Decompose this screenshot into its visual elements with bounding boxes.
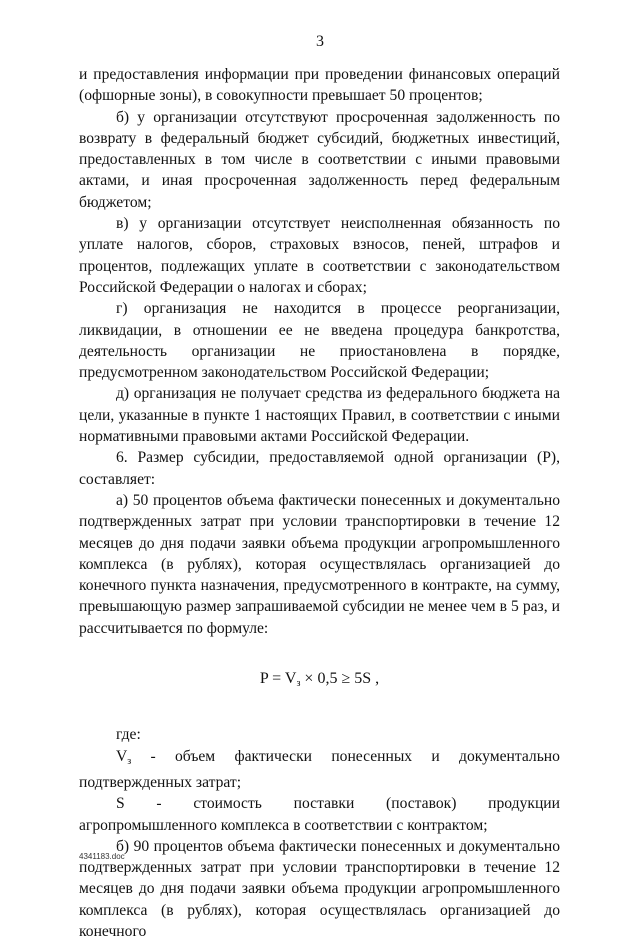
- formula-rhs: × 0,5 ≥ 5S ,: [300, 670, 380, 688]
- formula-subscript: з: [296, 678, 301, 690]
- paragraph-b-no-debt: б) у организации отсутствуют просроченная задолженность по возврату в федеральный бюджет субсидий, бюджетных инвестиций, предоставленных в том числе в соответствии с иными правовыми актами, и иная просроченная задолженность перед федеральным бюджетом;: [79, 108, 560, 211]
- definition-v-word: объем: [174, 747, 216, 765]
- document-filename: 4341183.doc: [79, 852, 125, 861]
- paragraph-6-subsidy-size: 6. Размер субсидии, предоставляемой одной организации (Р), составляет:: [79, 449, 560, 488]
- definition-v-line: [79, 746, 560, 772]
- definition-v-word: фактически: [234, 747, 313, 765]
- paragraph-b-90-percent: б) 90 процентов объема фактически понесенных и документально подтвержденных затрат при условии транспортировки в течение 12 месяцев до дня подачи заявки объема продукции агропромышленного комплекса (в рублях), которая осуществлялась организацией до конечного: [79, 837, 560, 940]
- definition-v-word: и: [431, 747, 440, 765]
- definition-v-symbol: $V_з$: [116, 747, 132, 767]
- document-body: [79, 64, 560, 942]
- subsidy-formula: [79, 668, 560, 694]
- paragraph-d-no-federal-funds: д) организация не получает средства из федерального бюджета на цели, указанные в пункте 1 настоящих Правил, в соответствии с иными нормативными правовыми актами Российской Федерации.: [79, 385, 560, 446]
- page-number: 3: [316, 33, 324, 50]
- where-label: где:: [116, 726, 141, 744]
- definition-s: S - стоимость поставки (поставок) продукции агропромышленного комплекса в соответствии с контрактом;: [79, 795, 560, 834]
- definition-v-dash: -: [150, 747, 156, 765]
- paragraph-v-no-tax-obligation: в) у организации отсутствует неисполненная обязанность по уплате налогов, сборов, страховых взносов, пеней, штрафов и процентов, подлежащих уплате в соответствии с законодательством Российской Федерации о налогах и сборах;: [79, 215, 560, 296]
- definition-v-continuation: подтвержденных затрат;: [79, 773, 242, 791]
- definition-v-word: документально: [459, 747, 560, 765]
- paragraph-g-no-reorganization: г) организация не находится в процессе реорганизации, ликвидации, в отношении ее не введена процедура банкротства, деятельность организации не приостановлена в порядке, предусмотренном законодательством Российской Федерации;: [79, 300, 560, 382]
- paragraph-a-50-percent: а) 50 процентов объема фактически понесенных и документально подтвержденных затрат при условии транспортировки в течение 12 месяцев до дня подачи заявки объема продукции агропромышленного комплекса (в рублях), которая осуществлялась организацией до конечного пункта назначения, предусмотренного в контракте, на сумму, превышающую размер запрашиваемой субсидии не менее чем в 5 раз, и рассчитывается по формуле:: [79, 491, 560, 637]
- definition-v-word: понесенных: [331, 747, 413, 765]
- paragraph-continuation: и предоставления информации при проведении финансовых операций (офшорные зоны), в совокупности превышает 50 процентов;: [79, 66, 560, 105]
- formula-lhs: P = V: [259, 670, 297, 688]
